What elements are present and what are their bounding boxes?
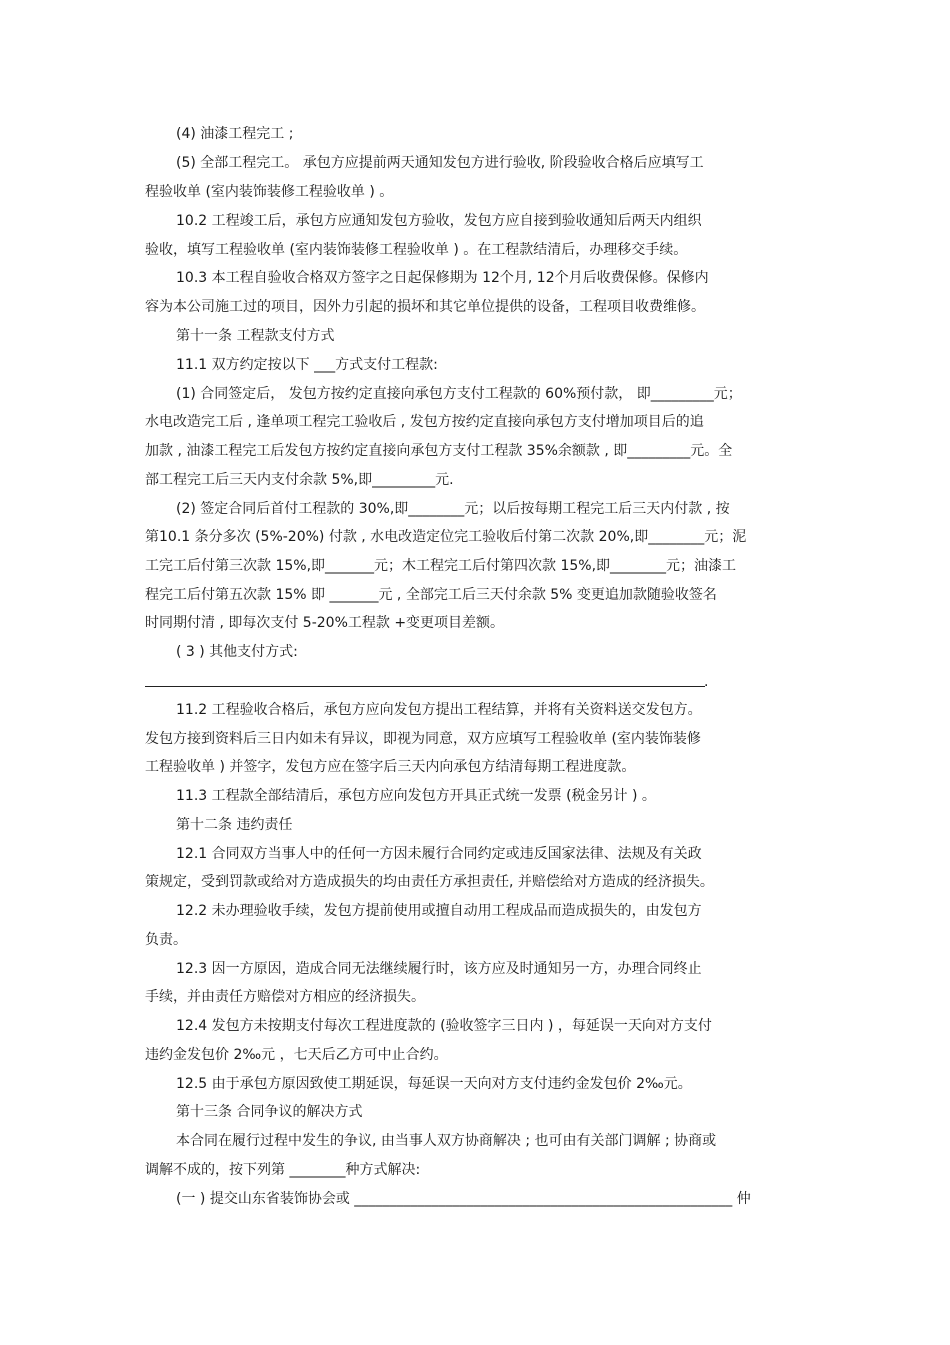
- rule-end-mark: .: [704, 674, 709, 690]
- text-line: 12.4 发包方未按期支付每次工程进度款的 (验收签字三日内 ) ，每延误一天向对方支付: [176, 1018, 712, 1034]
- text-line: 容为本公司施工过的项目，因外力引起的损坏和其它单位提供的设备，工程项目收费维修。: [145, 299, 705, 315]
- text-line: 第10.1 条分多次 (5%-20%) 付款 , 水电改造定位完工验收后付第二次款 20%,即________元；泥: [145, 529, 747, 545]
- blank-rule-line: [145, 686, 705, 687]
- text-line: 策规定，受到罚款或给对方造成损失的均由责任方承担责任, 并赔偿给对方造成的经济损失。: [145, 874, 714, 890]
- section-heading: 第十二条 违约责任: [176, 817, 293, 833]
- text-line: 部工程完工后三天内支付余款 5%,即_________元.: [145, 472, 454, 488]
- text-line: 水电改造完工后 , 逢单项工程完工验收后 , 发包方按约定直接向承包方支付增加项目后的追: [145, 414, 704, 430]
- text-line: (2) 签定合同后首付工程款的 30%,即________元；以后按每期工程完工后三天内付款 , 按: [176, 501, 730, 517]
- text-line: 10.2 工程竣工后，承包方应通知发包方验收，发包方应自接到验收通知后两天内组织: [176, 213, 702, 229]
- text-line: 负责。: [145, 932, 187, 948]
- text-line: 12.2 未办理验收手续，发包方提前使用或擅自动用工程成品而造成损失的，由发包方: [176, 903, 702, 919]
- text-line: 11.3 工程款全部结清后，承包方应向发包方开具正式统一发票 (税金另计 ) 。: [176, 788, 656, 804]
- text-line: 工完工后付第三次款 15%,即_______元；木工程完工后付第四次款 15%,即________元；油漆工: [145, 558, 737, 574]
- text-line: 发包方接到资料后三日内如未有异议，即视为同意，双方应填写工程验收单 (室内装饰装修: [145, 731, 701, 747]
- text-line: 本合同在履行过程中发生的争议, 由当事人双方协商解决 ; 也可由有关部门调解 ; 协商或: [176, 1133, 717, 1149]
- text-line: 12.5 由于承包方原因致使工期延误，每延误一天向对方支付违约金发包价 2‰元。: [176, 1076, 692, 1092]
- text-line: 11.2 工程验收合格后，承包方应向发包方提出工程结算，并将有关资料送交发包方。: [176, 702, 702, 718]
- text-line: 11.1 双方约定按以下 ___方式支付工程款:: [176, 357, 438, 373]
- text-line: 工程验收单 ) 并签字，发包方应在签字后三天内向承包方结清每期工程进度款。: [145, 759, 636, 775]
- text-line: 程验收单 (室内装饰装修工程验收单 ) 。: [145, 184, 394, 200]
- text-line: 违约金发包价 2‰元 ，七天后乙方可中止合约。: [145, 1047, 448, 1063]
- text-line: (5) 全部工程完工。 承包方应提前两天通知发包方进行验收, 阶段验收合格后应填写工: [176, 155, 704, 171]
- text-line: 程完工后付第五次款 15% 即 _______元 , 全部完工后三天付余款 5% 变更追加款随验收签名: [145, 587, 717, 603]
- section-heading: 第十三条 合同争议的解决方式: [176, 1104, 363, 1120]
- text-line: 调解不成的，按下列第 ________种方式解决:: [145, 1162, 421, 1178]
- text-line: 时同期付清 , 即每次支付 5-20%工程款 +变更项目差额。: [145, 615, 505, 631]
- text-line: (一 ) 提交山东省装饰协会或 ______________________________________________________ 仲: [176, 1191, 751, 1207]
- text-line: ( 3 ) 其他支付方式:: [176, 644, 298, 660]
- text-line: 验收，填写工程验收单 (室内装饰装修工程验收单 ) 。在工程款结清后，办理移交手续。: [145, 242, 688, 258]
- text-line: 加款 , 油漆工程完工后发包方按约定直接向承包方支付工程款 35%余额款 , 即_________元。全: [145, 443, 733, 459]
- text-line: 12.1 合同双方当事人中的任何一方因未履行合同约定或违反国家法律、法规及有关政: [176, 846, 702, 862]
- text-line: 10.3 本工程自验收合格双方签字之日起保修期为 12个月, 12个月后收费保修。保修内: [176, 270, 709, 286]
- section-heading: 第十一条 工程款支付方式: [176, 328, 335, 344]
- text-line: (1) 合同签定后， 发包方按约定直接向承包方支付工程款的 60%预付款， 即_________元；: [176, 386, 742, 402]
- text-line: (4) 油漆工程完工 ;: [176, 126, 294, 142]
- text-line: 12.3 因一方原因，造成合同无法继续履行时，该方应及时通知另一方，办理合同终止: [176, 961, 702, 977]
- text-line: 手续，并由责任方赔偿对方相应的经济损失。: [145, 989, 425, 1005]
